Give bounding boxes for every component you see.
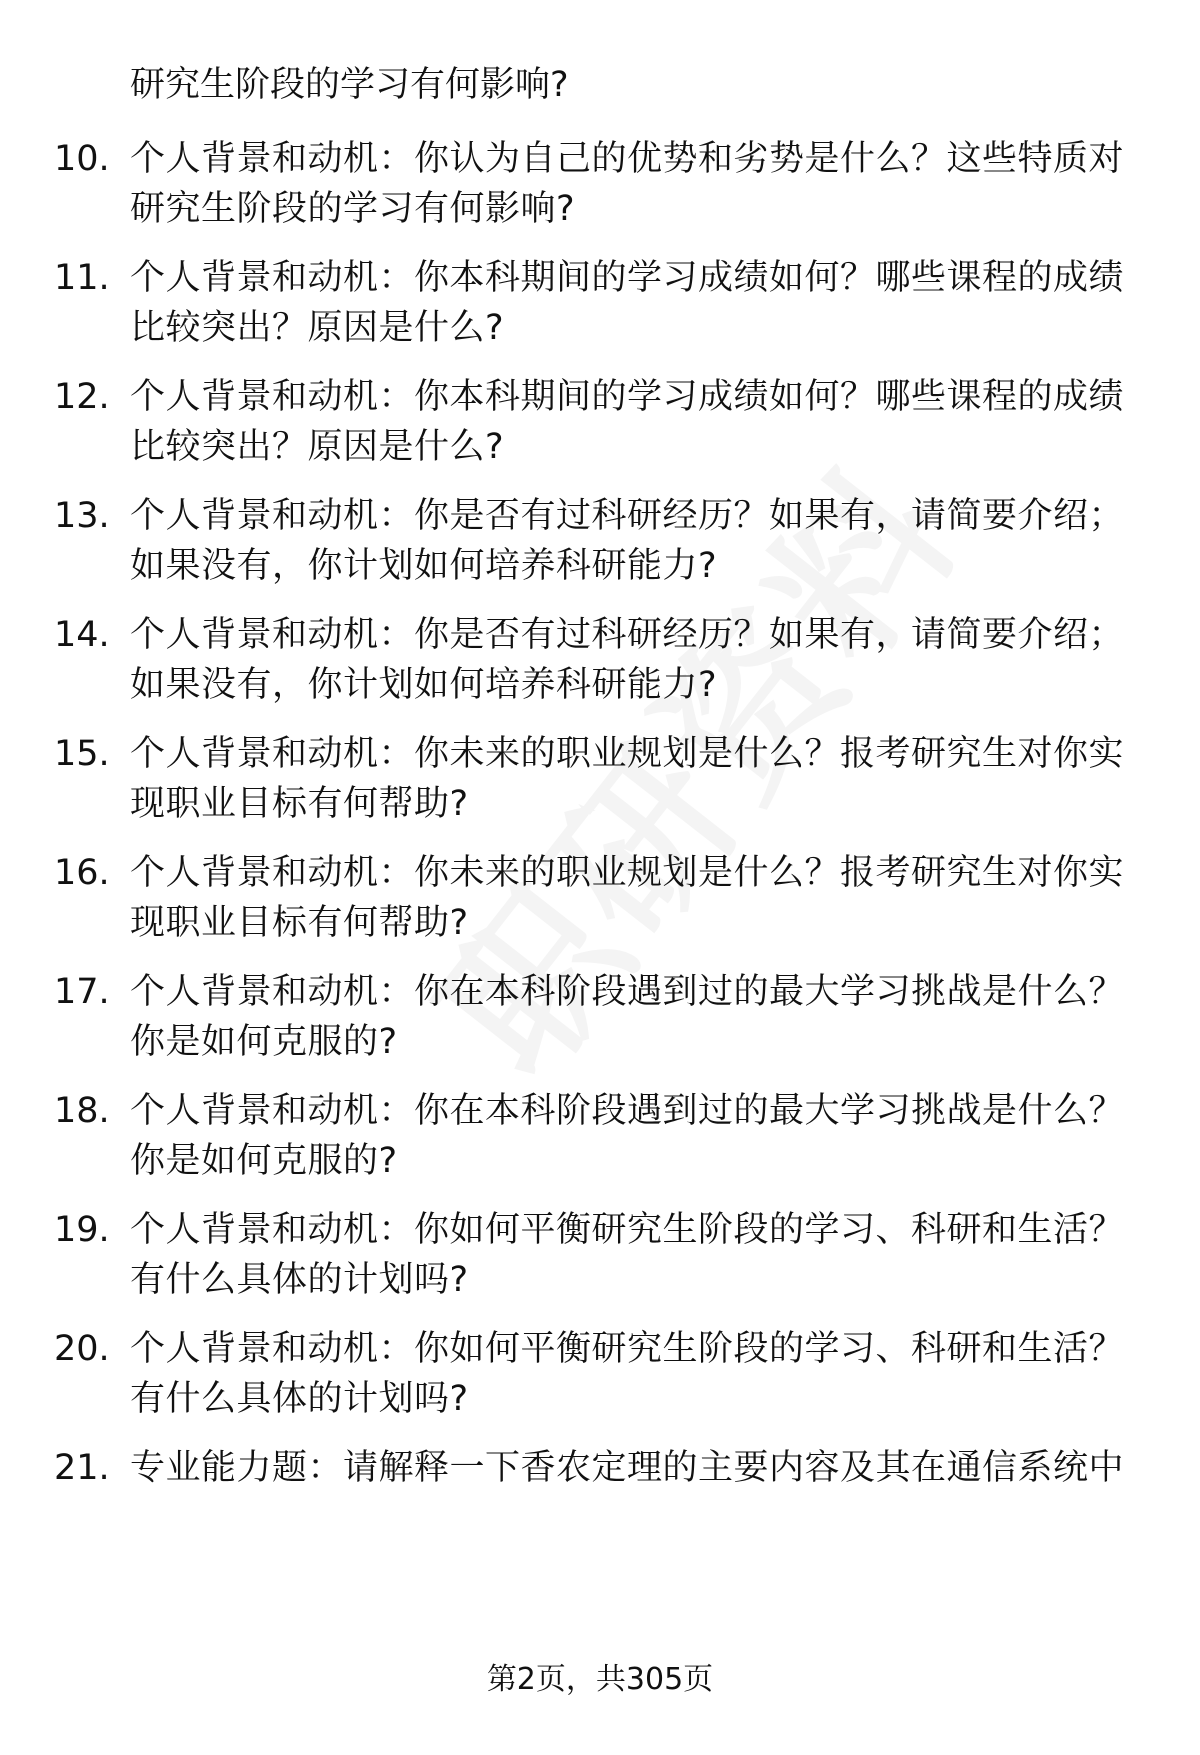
question-number: 14. <box>54 615 110 655</box>
question-text: 个人背景和动机：你是否有过科研经历？如果有，请简要介绍；如果没有，你计划如何培养科研能力? <box>130 615 1125 705</box>
question-text: 个人背景和动机：你是否有过科研经历？如果有，请简要介绍；如果没有，你计划如何培养科研能力? <box>130 496 1125 586</box>
question-text: 专业能力题：请解释一下香农定理的主要内容及其在通信系统中 <box>130 1448 1125 1488</box>
question-text: 个人背景和动机：你在本科阶段遇到过的最大学习挑战是什么？你是如何克服的? <box>130 1091 1125 1181</box>
question-number: 11. <box>54 258 110 298</box>
question-number: 18. <box>54 1091 110 1131</box>
question-text: 个人背景和动机：你如何平衡研究生阶段的学习、科研和生活？有什么具体的计划吗? <box>130 1329 1125 1419</box>
page-footer: 第2页，共305页 <box>486 1662 714 1697</box>
question-text: 个人背景和动机：你在本科阶段遇到过的最大学习挑战是什么？你是如何克服的? <box>130 972 1125 1062</box>
continuation-line: 研究生阶段的学习有何影响? <box>130 65 569 105</box>
question-number: 12. <box>54 377 110 417</box>
question-number: 10. <box>54 139 110 179</box>
question-number: 17. <box>54 972 110 1012</box>
question-number: 13. <box>54 496 110 536</box>
question-number: 15. <box>54 734 110 774</box>
question-number: 21. <box>54 1448 110 1488</box>
question-text: 个人背景和动机：你本科期间的学习成绩如何？哪些课程的成绩比较突出？原因是什么? <box>130 377 1125 467</box>
question-text: 个人背景和动机：你认为自己的优势和劣势是什么？这些特质对研究生阶段的学习有何影响? <box>130 139 1125 229</box>
question-number: 20. <box>54 1329 110 1369</box>
question-text: 个人背景和动机：你如何平衡研究生阶段的学习、科研和生活？有什么具体的计划吗? <box>130 1210 1125 1300</box>
question-text: 个人背景和动机：你本科期间的学习成绩如何？哪些课程的成绩比较突出？原因是什么? <box>130 258 1125 348</box>
question-number: 16. <box>54 853 110 893</box>
question-number: 19. <box>54 1210 110 1250</box>
question-text: 个人背景和动机：你未来的职业规划是什么？报考研究生对你实现职业目标有何帮助? <box>130 734 1125 824</box>
question-text: 个人背景和动机：你未来的职业规划是什么？报考研究生对你实现职业目标有何帮助? <box>130 853 1125 943</box>
